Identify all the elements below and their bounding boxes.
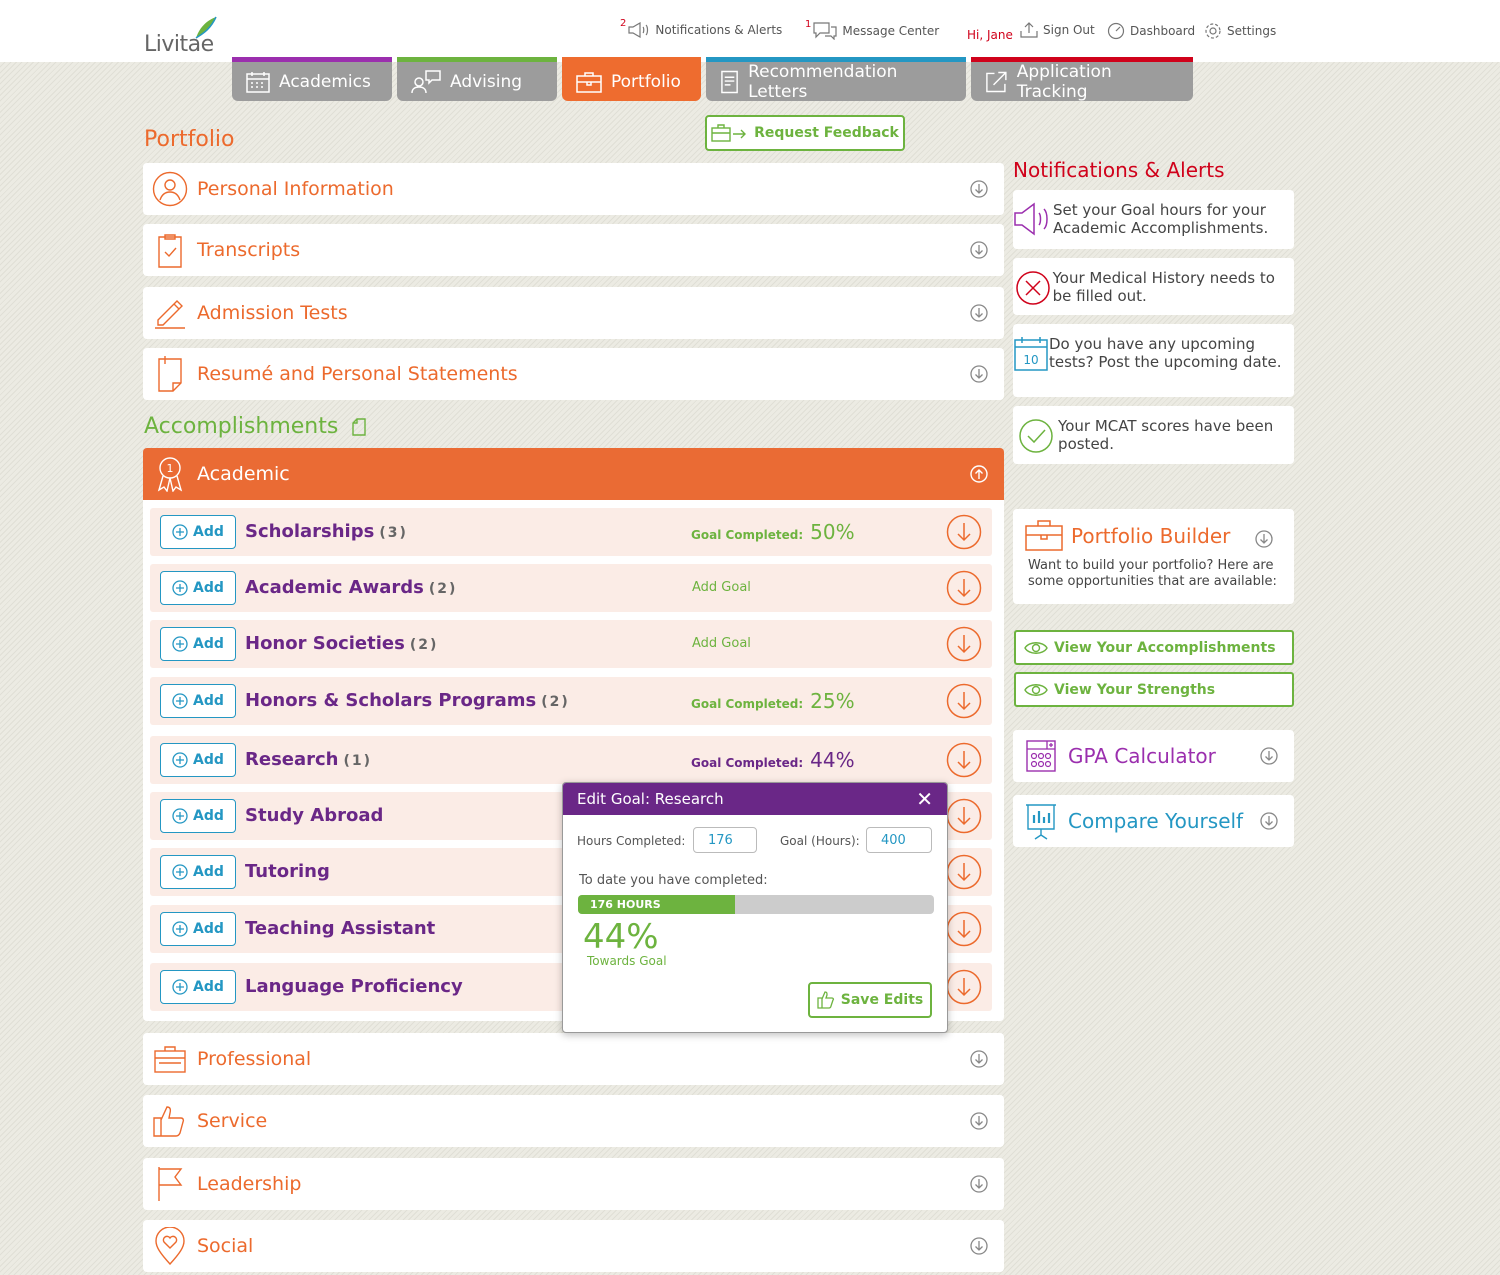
sign-out-link[interactable]: [1020, 22, 1095, 38]
section-professional[interactable]: [143, 1033, 1004, 1085]
expand-down-icon[interactable]: [946, 911, 982, 947]
document-icon: [156, 355, 184, 393]
plus-circle-icon: [172, 752, 188, 768]
section-label: Personal Information: [197, 178, 394, 200]
row-name[interactable]: Language Proficiency: [245, 976, 463, 997]
section-label: Transcripts: [197, 239, 301, 261]
clipboard-icon: [156, 232, 184, 268]
expand-down-icon[interactable]: [946, 854, 982, 890]
towards-goal-label: Towards Goal: [587, 954, 667, 968]
view-accomplishments-label: View Your Accomplishments: [1054, 639, 1276, 656]
section-personal-information[interactable]: [143, 163, 1004, 215]
notification-item[interactable]: [1013, 324, 1294, 397]
portfolio-builder-card[interactable]: [1013, 509, 1294, 604]
add-button[interactable]: [160, 571, 236, 605]
goal-hours-label: Goal (Hours):: [780, 834, 860, 848]
thumbs-up-icon: [817, 991, 835, 1009]
accomplishments-title: Accomplishments: [144, 414, 339, 439]
row-name[interactable]: Teaching Assistant: [245, 918, 436, 939]
hours-completed-label: Hours Completed:: [577, 834, 686, 848]
notification-text: Your MCAT scores have been posted.: [1058, 417, 1274, 453]
chevron-down-icon[interactable]: [970, 1175, 988, 1193]
expand-down-icon[interactable]: [946, 514, 982, 550]
row-name-text: Scholarships: [245, 521, 375, 542]
section-transcripts[interactable]: [143, 224, 1004, 276]
add-button[interactable]: [160, 515, 236, 549]
tab-recommendation-letters[interactable]: [706, 57, 966, 101]
add-button[interactable]: [160, 912, 236, 946]
chevron-down-icon[interactable]: [1260, 747, 1278, 765]
row-count: (1): [343, 753, 373, 769]
main-tabs: [232, 57, 1198, 101]
logo[interactable]: [144, 16, 224, 58]
accomplishment-row-research: [150, 736, 992, 784]
add-label: Add: [193, 693, 224, 709]
accomplishments-heading: [144, 414, 366, 439]
message-center-label: Message Center: [842, 24, 940, 38]
thumbs-up-icon: [153, 1105, 187, 1137]
hours-completed-input[interactable]: [693, 827, 757, 853]
letter-icon: [720, 70, 739, 94]
section-academic-header[interactable]: [143, 448, 1004, 500]
error-circle-icon: [1015, 270, 1051, 306]
progress-bar: [578, 895, 934, 914]
tab-portfolio-label: Portfolio: [611, 71, 681, 92]
accomplishment-row-honor-societies: [150, 620, 992, 668]
section-academic-label: Academic: [197, 463, 290, 485]
notifications-link[interactable]: [620, 17, 783, 38]
notifications-label: Notifications & Alerts: [655, 23, 783, 37]
to-date-label: To date you have completed:: [579, 873, 768, 888]
tab-portfolio[interactable]: [562, 57, 701, 101]
add-label: Add: [193, 752, 224, 768]
chevron-up-icon[interactable]: [970, 465, 988, 483]
upload-icon: [1020, 22, 1038, 38]
briefcase-icon: [154, 1045, 186, 1073]
tab-application-tracking-label: Application Tracking: [1016, 61, 1112, 102]
row-count: (2): [428, 581, 458, 597]
expand-down-icon[interactable]: [946, 742, 982, 778]
goal-percent: 44%: [810, 748, 855, 772]
page-title: Portfolio: [144, 127, 235, 152]
section-label: Professional: [197, 1048, 312, 1070]
accomplishment-row-scholarships: [150, 508, 992, 556]
add-goal-link[interactable]: Add Goal: [692, 580, 751, 595]
expand-down-icon[interactable]: [946, 969, 982, 1005]
messages-count: 1: [805, 18, 812, 30]
check-circle-icon: [1018, 418, 1054, 454]
tab-advising-label: Advising: [450, 71, 523, 92]
add-label: Add: [193, 636, 224, 652]
add-button[interactable]: [160, 855, 236, 889]
calendar-icon: [1013, 336, 1049, 372]
compare-yourself-label: Compare Yourself: [1068, 809, 1244, 833]
tab-recommendation-letters-label: Recommendation Letters: [748, 61, 898, 102]
section-social[interactable]: [143, 1220, 1004, 1272]
section-label: Leadership: [197, 1173, 302, 1195]
add-label: Add: [193, 864, 224, 880]
view-accomplishments-button[interactable]: [1014, 630, 1294, 665]
add-button[interactable]: [160, 970, 236, 1004]
add-label: Add: [193, 979, 224, 995]
add-button[interactable]: [160, 799, 236, 833]
chevron-down-icon[interactable]: [970, 365, 988, 383]
add-button[interactable]: [160, 684, 236, 718]
briefcase-icon: [576, 71, 602, 93]
view-strengths-label: View Your Strengths: [1054, 681, 1216, 698]
plus-circle-icon: [172, 580, 188, 596]
tab-academics-label: Academics: [279, 71, 371, 92]
notification-item[interactable]: [1013, 406, 1294, 464]
notification-text: Do you have any upcoming tests? Post the upcoming date.: [1049, 335, 1282, 371]
plus-circle-icon: [172, 864, 188, 880]
goal-status[interactable]: [691, 520, 855, 544]
tab-application-tracking[interactable]: [971, 57, 1193, 101]
plus-circle-icon: [172, 636, 188, 652]
row-name-text: Academic Awards: [245, 577, 424, 598]
notifications-count: 2: [620, 17, 627, 29]
expand-icon: [985, 70, 1008, 94]
plus-circle-icon: [172, 524, 188, 540]
user-icon: [152, 171, 188, 207]
leaf-logo-icon: [194, 16, 218, 40]
goal-percent: 25%: [810, 689, 855, 713]
goal-status[interactable]: [691, 748, 855, 772]
add-label: Add: [193, 808, 224, 824]
row-count: (2): [409, 637, 439, 653]
progress-fill: 176 HOURS: [578, 895, 735, 914]
goal-percent: 50%: [810, 520, 855, 544]
goal-hours-input[interactable]: [866, 827, 932, 853]
add-label: Add: [193, 524, 224, 540]
plus-circle-icon: [172, 693, 188, 709]
eye-icon: [1024, 640, 1048, 656]
plus-circle-icon: [172, 808, 188, 824]
chevron-down-icon[interactable]: [1255, 530, 1273, 548]
accomplishment-row-honors-scholars: [150, 677, 992, 725]
svg-text:1: 1: [166, 462, 174, 475]
pencil-icon: [153, 296, 187, 330]
row-name[interactable]: [245, 690, 570, 711]
chevron-down-icon[interactable]: [970, 304, 988, 322]
expand-down-icon[interactable]: [946, 570, 982, 606]
briefcase-arrow-icon: [711, 124, 747, 142]
megaphone-icon: [1013, 202, 1053, 236]
save-edits-button[interactable]: [808, 982, 932, 1018]
goal-label: Goal Completed:: [691, 756, 804, 770]
dashboard-label: Dashboard: [1130, 24, 1196, 38]
portfolio-builder-title: Portfolio Builder: [1071, 524, 1231, 548]
settings-link[interactable]: [1204, 22, 1276, 40]
add-button[interactable]: [160, 743, 236, 777]
top-bar: [0, 0, 1500, 62]
logo-text: Livitae: [144, 32, 214, 57]
flag-icon: [155, 1166, 185, 1202]
row-name-text: Honor Societies: [245, 633, 405, 654]
row-name[interactable]: Tutoring: [245, 861, 330, 882]
add-goal-link[interactable]: Add Goal: [692, 636, 751, 651]
chevron-down-icon[interactable]: [1260, 812, 1278, 830]
sign-out-label: Sign Out: [1043, 23, 1095, 37]
svg-text:10: 10: [1023, 353, 1039, 367]
tab-advising[interactable]: [397, 57, 557, 101]
goal-label: Goal Completed:: [691, 528, 804, 542]
row-name[interactable]: [245, 521, 408, 542]
row-count: (3): [379, 525, 408, 541]
settings-label: Settings: [1227, 24, 1277, 38]
bar-chart-board-icon: [1024, 802, 1058, 840]
row-count: (2): [541, 694, 570, 710]
view-strengths-button[interactable]: [1014, 672, 1294, 707]
chevron-down-icon[interactable]: [970, 1050, 988, 1068]
tab-academics[interactable]: [232, 57, 392, 101]
progress-percent: 44%: [583, 917, 659, 957]
section-label: Admission Tests: [197, 302, 348, 324]
row-name[interactable]: [245, 577, 457, 598]
chevron-down-icon[interactable]: [970, 241, 988, 259]
notification-text: Set your Goal hours for your Academic Accomplishments.: [1053, 201, 1269, 237]
chat-icon: [813, 22, 837, 40]
request-feedback-button[interactable]: [705, 115, 905, 151]
portfolio-builder-text: Want to build your portfolio? Here are some opportunities that are available:: [1028, 558, 1277, 589]
chevron-down-icon[interactable]: [970, 180, 988, 198]
calendar-icon: [246, 71, 270, 93]
page-icon[interactable]: [352, 418, 366, 436]
add-label: Add: [193, 580, 224, 596]
expand-down-icon[interactable]: [946, 683, 982, 719]
section-resume[interactable]: [143, 348, 1004, 400]
message-center-link[interactable]: [805, 18, 940, 40]
section-label: Resumé and Personal Statements: [197, 363, 518, 385]
request-feedback-label: Request Feedback: [754, 125, 899, 141]
gauge-icon: [1107, 22, 1125, 40]
greeting: Hi, Jane: [967, 28, 1013, 42]
notification-item[interactable]: [1013, 258, 1294, 315]
section-label: Service: [197, 1110, 268, 1132]
gpa-calculator-card[interactable]: [1013, 730, 1294, 782]
row-name[interactable]: Study Abroad: [245, 805, 384, 826]
section-leadership[interactable]: [143, 1158, 1004, 1210]
plus-circle-icon: [172, 921, 188, 937]
advisor-chat-icon: [411, 70, 441, 94]
row-name[interactable]: [245, 633, 438, 654]
gpa-calculator-label: GPA Calculator: [1068, 744, 1216, 768]
row-name-text: Honors & Scholars Programs: [245, 690, 537, 711]
section-admission-tests[interactable]: [143, 287, 1004, 339]
compare-yourself-card[interactable]: [1013, 795, 1294, 847]
expand-down-icon[interactable]: [946, 798, 982, 834]
add-label: Add: [193, 921, 224, 937]
gear-icon: [1204, 22, 1222, 40]
plus-circle-icon: [172, 979, 188, 995]
eye-icon: [1024, 682, 1048, 698]
heart-pin-icon: [154, 1227, 186, 1265]
chevron-down-icon[interactable]: [970, 1112, 988, 1130]
goal-status[interactable]: [691, 689, 855, 713]
megaphone-icon: [628, 22, 650, 38]
save-edits-label: Save Edits: [840, 992, 924, 1008]
dialog-header: [563, 783, 947, 815]
goal-label: Goal Completed:: [691, 697, 804, 711]
section-label: Social: [197, 1235, 254, 1257]
section-service[interactable]: [143, 1095, 1004, 1147]
edit-goal-dialog: [562, 782, 948, 1033]
notifications-title: Notifications & Alerts: [1013, 158, 1225, 182]
dialog-title: Edit Goal: Research: [577, 790, 724, 808]
award-ribbon-icon: [156, 456, 184, 492]
dashboard-link[interactable]: [1107, 22, 1195, 40]
row-name[interactable]: [245, 749, 372, 770]
expand-down-icon[interactable]: [946, 626, 982, 662]
accomplishment-row-academic-awards: [150, 564, 992, 612]
notification-item[interactable]: [1013, 190, 1294, 249]
close-icon[interactable]: ✕: [916, 787, 933, 811]
calculator-icon: [1025, 739, 1057, 773]
notification-text: Your Medical History needs to be filled out.: [1052, 269, 1275, 305]
row-name-text: Research: [245, 749, 339, 770]
briefcase-icon: [1025, 519, 1063, 551]
add-button[interactable]: [160, 627, 236, 661]
chevron-down-icon[interactable]: [970, 1237, 988, 1255]
